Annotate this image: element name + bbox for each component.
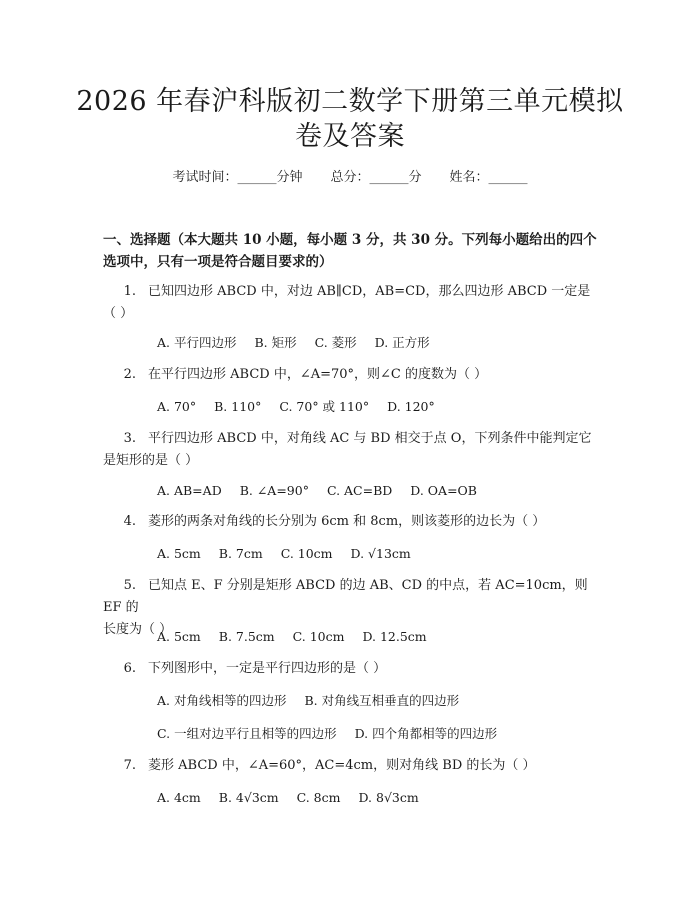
option-d[interactable]: D. 四个角都相等的四边形 (354, 726, 498, 741)
question-number: 3. (123, 431, 136, 446)
question-line (103, 428, 608, 450)
option-d[interactable]: D. 120° (387, 399, 435, 414)
option-b[interactable]: B. 对角线互相垂直的四边形 (304, 693, 460, 708)
section-heading (103, 229, 608, 273)
option-b[interactable]: B. 4√3cm (218, 790, 279, 805)
question-text: 已知四边形 ABCD 中，对边 AB∥CD，AB=CD，那么四边形 ABCD 一定是 (148, 284, 591, 299)
question-text: 下列图形中，一定是平行四边形的是（ ） (148, 661, 387, 676)
question-number: 7. (123, 758, 136, 773)
question-text: 平行四边形 ABCD 中，对角线 AC 与 BD 相交于点 O，下列条件中能判定它 (148, 431, 592, 446)
option-c[interactable]: C. 10cm (292, 629, 345, 644)
question-5-options (157, 627, 441, 647)
page-title-line-1: 2026 年春沪科版初二数学下册第三单元模拟 (76, 86, 624, 117)
question-2-options (157, 397, 449, 417)
question-1 (103, 281, 608, 325)
question-3 (103, 428, 608, 472)
question-6-options-row-2 (157, 724, 511, 744)
option-d[interactable]: D. 8√3cm (358, 790, 419, 805)
option-d[interactable]: D. √13cm (350, 546, 411, 561)
question-6-options-row-1 (157, 691, 473, 711)
question-6 (103, 658, 608, 680)
question-line (103, 658, 608, 680)
option-d[interactable]: D. 正方形 (374, 335, 430, 350)
question-text: 菱形的两条对角线的长分别为 6cm 和 8cm，则该菱形的边长为（ ） (148, 514, 546, 529)
option-a[interactable]: A. AB=AD (157, 483, 222, 498)
question-number: 1. (123, 284, 136, 299)
student-name: 姓名：______ (449, 170, 528, 185)
question-4 (103, 511, 608, 533)
question-2 (103, 364, 608, 386)
option-b[interactable]: B. 110° (214, 399, 262, 414)
question-text: 已知点 E、F 分别是矩形 ABCD 的边 AB、CD 的中点，若 AC=10cm，则 EF 的 (103, 578, 588, 615)
option-a[interactable]: A. 5cm (157, 629, 201, 644)
question-3-options (157, 481, 491, 501)
question-line (103, 364, 608, 386)
question-number: 5. (123, 578, 136, 593)
question-line-continued: 是矩形的是（ ） (103, 453, 199, 468)
option-d[interactable]: D. OA=OB (410, 483, 477, 498)
question-number: 6. (123, 661, 136, 676)
question-7-options (157, 788, 433, 808)
question-4-options (157, 544, 425, 564)
option-b[interactable]: B. ∠A=90° (239, 483, 309, 498)
question-7 (103, 755, 608, 777)
question-text: 在平行四边形 ABCD 中，∠A=70°，则∠C 的度数为（ ） (148, 367, 488, 382)
option-a[interactable]: A. 5cm (157, 546, 201, 561)
question-line (103, 755, 608, 777)
option-c[interactable]: C. 10cm (280, 546, 333, 561)
option-b[interactable]: B. 矩形 (254, 335, 297, 350)
option-c[interactable]: C. 菱形 (314, 335, 357, 350)
option-a[interactable]: A. 对角线相等的四边形 (157, 693, 287, 708)
question-line (103, 511, 608, 533)
question-number: 4. (123, 514, 136, 529)
question-line (103, 281, 608, 303)
option-c[interactable]: C. 一组对边平行且相等的四边形 (157, 726, 337, 741)
question-line-continued: （ ） (103, 306, 134, 321)
section-heading-line-2: 选项中，只有一项是符合题目要求的） (103, 254, 333, 270)
question-number: 2. (123, 367, 136, 382)
question-line (103, 575, 608, 619)
option-a[interactable]: A. 4cm (157, 790, 201, 805)
option-a[interactable]: A. 70° (157, 399, 197, 414)
option-b[interactable]: B. 7.5cm (218, 629, 275, 644)
page-title-line-2: 卷及答案 (295, 121, 405, 152)
option-c[interactable]: C. 70° 或 110° (279, 399, 370, 414)
question-text: 菱形 ABCD 中，∠A=60°，AC=4cm，则对角线 BD 的长为（ ） (148, 758, 536, 773)
option-b[interactable]: B. 7cm (218, 546, 263, 561)
option-a[interactable]: A. 平行四边形 (157, 335, 237, 350)
question-line-continued: 长度为（ ） (103, 622, 173, 637)
option-d[interactable]: D. 12.5cm (362, 629, 427, 644)
option-c[interactable]: C. 8cm (296, 790, 341, 805)
option-c[interactable]: C. AC=BD (326, 483, 393, 498)
total-score: 总分：______分 (330, 170, 422, 185)
section-heading-line-1: 一、选择题（本大题共 10 小题，每小题 3 分，共 30 分。下列每小题给出的四个 (103, 232, 597, 248)
question-1-options (157, 333, 444, 353)
exam-meta (0, 169, 700, 187)
exam-time: 考试时间：______分钟 (172, 170, 303, 185)
